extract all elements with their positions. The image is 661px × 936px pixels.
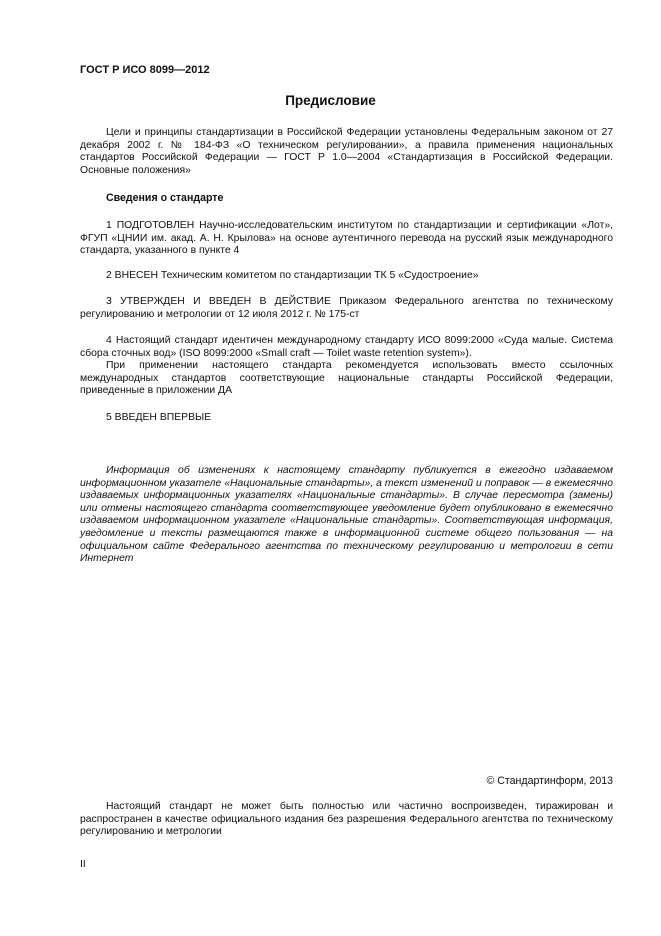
document-code: ГОСТ Р ИСО 8099—2012 [80,64,210,76]
standard-info-item-4-note: При применении настоящего стандарта рекомендуется использовать вместо ссылочных международных стандартов соответствующие национальные стандарты Российской Федерации, приведенные в приложении ДА [80,360,613,397]
preface-title: Предисловие [285,93,376,108]
change-info-paragraph: Информация об изменениях к настоящему стандарту публикуется в ежегодно издаваемом информационном указателе «Национальные стандарты», а текст изменений и поправок — в ежемесячно издаваемых информационных указателях «Национальные стандарты». В случае пересмотра (замены) или отмены настоящего стандарта соответствующее уведомление будет опубликовано в ежемесячно издаваемом информационном указателе «Национальные стандарты». Соответствующая информация, уведомление и тексты размещаются также в информационной системе общего пользования — на официальном сайте Федерального агентства по техническому регулированию и метрологии в сети Интернет [80,465,613,565]
copyright-notice: © Стандартинформ, 2013 [486,775,613,787]
standard-info-item-5: 5 ВВЕДЕН ВПЕРВЫЕ [106,412,212,423]
standard-info-item-2: 2 ВНЕСЕН Техническим комитетом по стандартизации ТК 5 «Судостроение» [106,270,479,281]
standard-info-item-3: 3 УТВЕРЖДЕН И ВВЕДЕН В ДЕЙСТВИЕ Приказом Федерального агентства по техническому регулированию и метрологии от 12 июля 2012 г. № 175-ст [80,296,613,320]
preface-intro-paragraph: Цели и принципы стандартизации в Российской Федерации установлены Федеральным законом от 27 декабря 2002 г. № 184-ФЗ «О техническом регулировании», а правила применения национальных стандартов Российской Федерации — ГОСТ Р 1.0—2004 «Стандартизация в Российской Федерации. Основные положения» [80,127,613,176]
standard-info-item-1: 1 ПОДГОТОВЛЕН Научно-исследовательским институтом по стандартизации и сертификации «Лот», ФГУП «ЦНИИ им. акад. А. Н. Крылова» на основе аутентичного перевода на русский язык международного стандарта, указанного в пункте 4 [80,220,613,257]
page-number: II [80,859,86,870]
standard-info-heading: Сведения о стандарте [106,192,224,204]
reproduction-notice: Настоящий стандарт не может быть полностью или частично воспроизведен, тиражирован и распространен в качестве официального издания без разрешения Федерального агентства по техническому регулированию и метрологии [80,801,613,838]
standard-info-item-4: 4 Настоящий стандарт идентичен международному стандарту ИСО 8099:2000 «Суда малые. Система сбора сточных вод» (ISO 8099:2000 «Small craft — Toilet waste retention system»). [80,335,613,359]
